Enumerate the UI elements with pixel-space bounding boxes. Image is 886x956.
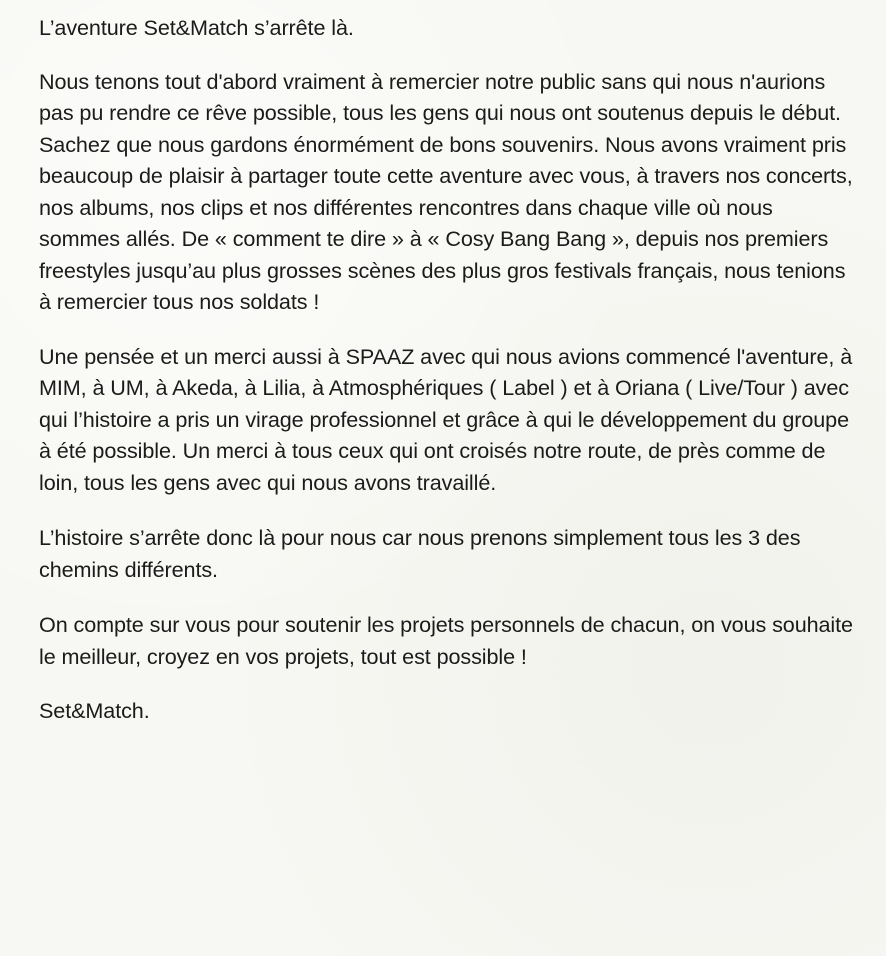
paragraph-separation: L’histoire s’arrête donc là pour nous car nous prenons simplement tous les 3 des chemins différents. bbox=[39, 525, 801, 582]
paragraph-thanks-public: Nous tenons tout d'abord vraiment à remercier notre public sans qui nous n'aurions pas pu rendre ce rêve possible, tous les gens qui nous ont soutenus depuis le début. Sachez que nous gardons énormément de bons souvenirs. Nous avons vraiment pris beaucoup de plaisir à partager toute cette aventure avec vous, à travers nos concerts, nos albums, nos clips et nos différentes rencontres dans chaque ville où nous sommes allés. De « comment te dire » à « Cosy Bang Bang », depuis nos premiers freestyles jusqu’au plus grosses scènes des plus gros festivals français, nous tenions à remercier tous nos soldats ! bbox=[39, 68, 853, 314]
paragraph-thanks-partners: Une pensée et un merci aussi à SPAAZ avec qui nous avions commencé l'aventure, à MIM, à UM, à Akeda, à Lilia, à Atmosphériques ( Label ) et à Oriana ( Live/Tour ) avec qui l’histoire a pris un virage professionnel et grâce à qui le développement du groupe à été possible. Un merci à tous ceux qui ont croisés notre route, de près comme de loin, tous les gens avec qui nous avons travaillé. bbox=[39, 343, 853, 495]
paragraph-support-projects: On compte sur vous pour soutenir les projets personnels de chacun, on vous souhaite le meilleur, croyez en vos projets, tout est possible ! bbox=[39, 612, 853, 669]
statement-title: L’aventure Set&Match s’arrête là. bbox=[39, 15, 354, 40]
signature: Set&Match. bbox=[39, 698, 150, 723]
